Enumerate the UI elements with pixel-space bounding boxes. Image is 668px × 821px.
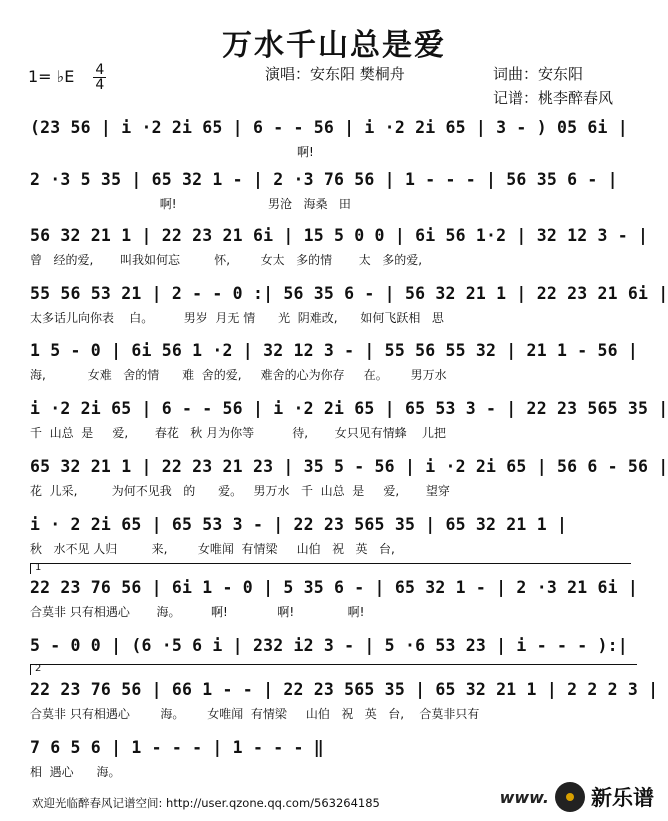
transcriber: 记谱：桃李醉春风 — [493, 89, 614, 107]
record-disc-icon — [555, 782, 585, 812]
lyrics-row: 啊! 男沧 海桑 田 — [30, 197, 351, 211]
lyrics-row: 相 遇心 海。 — [30, 765, 121, 779]
lyrics-row: 花 儿采, 为何不见我 的 爱。 男万水 千 山总 是 爱, 望穿 — [30, 484, 450, 498]
time-top: 4 — [95, 62, 105, 78]
singers: 演唱：安东阳 樊桐舟 — [265, 65, 405, 83]
time-signature — [93, 63, 106, 92]
notes-row: 22 23 76 56 | 6i 1 - 0 | 5 35 6 - | 65 32 1 - | 2 ·3 21 6i | — [30, 578, 639, 597]
notes-row: 65 32 21 1 | 22 23 21 23 | 35 5 - 56 | i ·2 2i 65 | 56 6 - 56 | — [30, 457, 668, 476]
volta-bracket: 2 — [30, 664, 637, 675]
lyrics-row: 太多话儿向你表 白。 男岁 月无 情 光 阴难改, 如何飞跃相 思 — [30, 311, 444, 325]
logo-www: www. — [499, 787, 549, 807]
footer-text: 欢迎光临醉春风记谱空间: http://user.qzone.qq.com/563264185 — [32, 796, 380, 810]
notes-row: 5 - 0 0 | (6 ·5 6 i | 232 i2 3 - | 5 ·6 53 23 | i - - - ):| — [30, 636, 628, 655]
notes-row: 55 56 53 21 | 2 - - 0 :| 56 35 6 - | 56 32 21 1 | 22 23 21 6i | — [30, 284, 668, 303]
notes-row: 22 23 76 56 | 66 1 - - | 22 23 565 35 | 65 32 21 1 | 2 2 2 3 | — [30, 680, 659, 699]
composer: 词曲：安东阳 — [493, 65, 584, 83]
lyrics-row: 千 山总 是 爱, 春花 秋 月为你等 待, 女只见有情蜂 儿把 — [30, 426, 447, 440]
song-title: 万水千山总是爱 — [222, 28, 446, 63]
lyrics-row: 海, 女难 舍的情 难 舍的爱, 难舍的心为你存 在。 男万水 — [30, 368, 447, 382]
lyrics-row: 秋 水不见 人归 来, 女唯闻 有情梁 山伯 祝 英 台, — [30, 542, 395, 556]
key-label: 1= ♭E — [28, 67, 75, 86]
notes-row: 2 ·3 5 35 | 65 32 1 - | 2 ·3 76 56 | 1 - - - | 56 35 6 - | — [30, 170, 618, 189]
lyrics-row: 啊! — [30, 145, 314, 159]
lyrics-row: 曾 经的爱, 叫我如何忘 怀, 女太 多的情 太 多的爱, — [30, 253, 423, 267]
notes-row: 56 32 21 1 | 22 23 21 6i | 15 5 0 0 | 6i 56 1·2 | 32 12 3 - | — [30, 226, 649, 245]
key-signature — [28, 63, 106, 92]
volta-bracket: 1 — [30, 563, 631, 574]
notes-row: (23 56 | i ·2 2i 65 | 6 - - 56 | i ·2 2i 65 | 3 - ) 05 6i | — [30, 118, 628, 137]
lyrics-row: 合莫非 只有相遇心 海。 啊! 啊! 啊! — [30, 605, 365, 619]
notes-row: 1 5 - 0 | 6i 56 1 ·2 | 32 12 3 - | 55 56 55 32 | 21 1 - 56 | — [30, 341, 639, 360]
lyrics-row: 合莫非 只有相遇心 海。 女唯闻 有情梁 山伯 祝 英 台, 合莫非只有 — [30, 707, 480, 721]
notes-row: 7 6 5 6 | 1 - - - | 1 - - - ‖ — [30, 738, 324, 757]
time-bottom: 4 — [95, 77, 105, 93]
site-logo — [500, 778, 654, 816]
notes-row: i ·2 2i 65 | 6 - - 56 | i ·2 2i 65 | 65 53 3 - | 22 23 565 35 | — [30, 399, 668, 418]
notes-row: i · 2 2i 65 | 65 53 3 - | 22 23 565 35 | 65 32 21 1 | — [30, 515, 568, 534]
logo-name: 新乐谱 — [591, 786, 654, 810]
